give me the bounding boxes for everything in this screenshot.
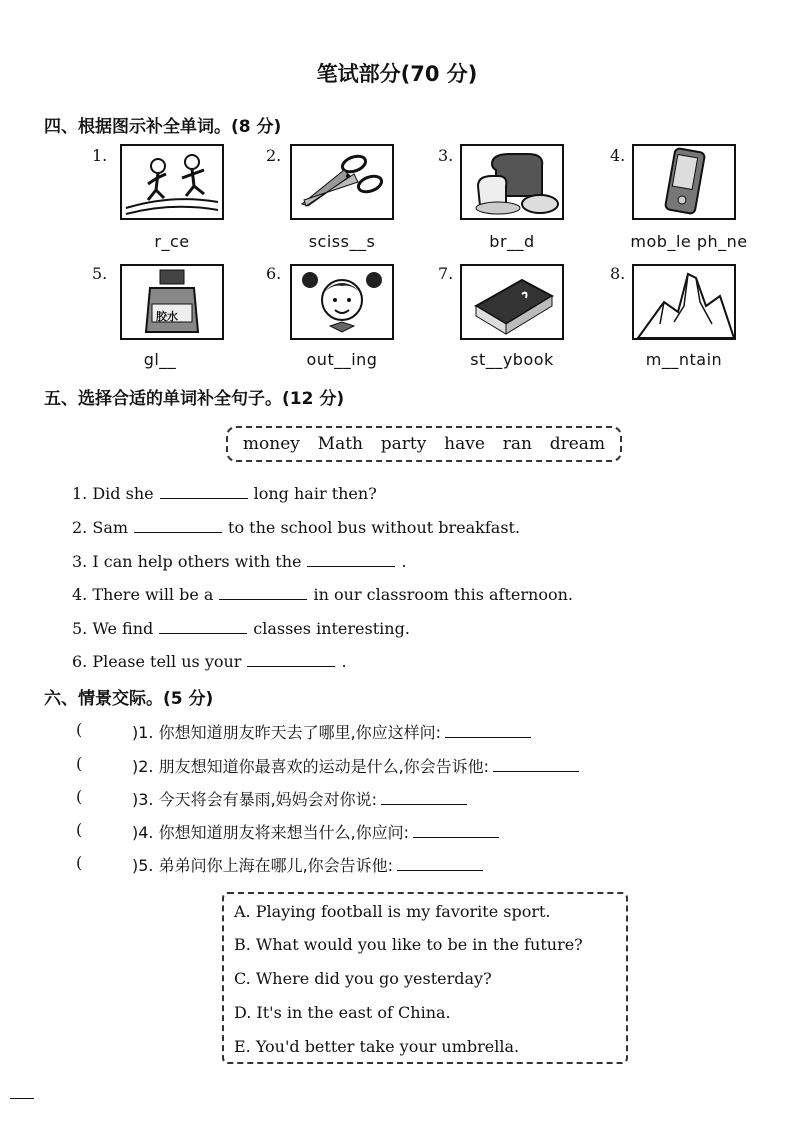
item-number: 2.: [266, 146, 282, 165]
answer-line[interactable]: [493, 757, 579, 772]
dialogue-item: [0, 853, 794, 877]
answer-paren[interactable]: (: [76, 787, 83, 806]
picture-glue: [120, 264, 224, 340]
running-kids-icon: [122, 146, 222, 218]
answer-line[interactable]: [381, 790, 467, 805]
answer-blank[interactable]: [219, 585, 307, 600]
answer-blank[interactable]: [307, 552, 395, 567]
divider: [10, 1098, 34, 1099]
picture-storybook: [460, 264, 564, 340]
word-blank: sciss__s: [308, 232, 376, 251]
option: C. Where did you go yesterday?: [234, 969, 492, 988]
word-blank: r_ce: [154, 232, 190, 251]
dialogue-text: )4. 你想知道朋友将来想当什么,你应问:: [132, 823, 410, 842]
answer-paren[interactable]: (: [76, 820, 83, 839]
girl-face-icon: [292, 266, 392, 338]
sentence: [72, 652, 347, 671]
dialogue-item: [0, 820, 794, 844]
glue-label: 胶水: [156, 310, 178, 323]
mobile-phone-icon: [634, 146, 734, 218]
dialogue-text: )1. 你想知道朋友昨天去了哪里,你应这样问:: [132, 723, 442, 742]
word-blank: mob_le ph_ne: [630, 232, 748, 251]
sentence-text: classes interesting.: [253, 619, 410, 638]
sentence-text: .: [341, 652, 347, 671]
sentence-text: 6. Please tell us your: [72, 652, 242, 671]
page-title: 笔试部分(70 分): [316, 62, 478, 86]
sentence: [72, 552, 407, 571]
dialogue-item: [0, 720, 794, 744]
answer-paren[interactable]: (: [76, 754, 83, 773]
answer-paren[interactable]: (: [76, 720, 83, 739]
item-number: 7.: [438, 264, 454, 283]
item-number: 6.: [266, 264, 282, 283]
answer-blank[interactable]: [247, 652, 335, 667]
item-number: 5.: [92, 264, 108, 283]
answer-blank[interactable]: [134, 518, 222, 533]
option: E. You'd better take your umbrella.: [234, 1037, 520, 1056]
section5-heading: 五、选择合适的单词补全句子。(12 分): [44, 389, 345, 409]
section4-heading: 四、根据图示补全单词。(8 分): [44, 117, 282, 137]
storybook-icon: [462, 266, 562, 338]
item-number: 4.: [610, 146, 626, 165]
sentence-text: in our classroom this afternoon.: [313, 585, 573, 604]
dialogue-text: )5. 弟弟问你上海在哪儿,你会告诉他:: [132, 856, 394, 875]
picture-race: [120, 144, 224, 220]
scissors-icon: [292, 146, 392, 218]
picture-bread: [460, 144, 564, 220]
word-blank: gl__: [143, 350, 177, 369]
sentence: [72, 585, 573, 604]
option: A. Playing football is my favorite sport.: [234, 902, 551, 921]
glue-bottle-icon: [122, 266, 222, 338]
word-blank: m__ntain: [645, 350, 723, 369]
picture-mountain: [632, 264, 736, 340]
dialogue-text: )3. 今天将会有暴雨,妈妈会对你说:: [132, 790, 378, 809]
dialogue-text: )2. 朋友想知道你最喜欢的运动是什么,你会告诉他:: [132, 757, 490, 776]
dialogue-item: [0, 787, 794, 811]
word-bank-item: Math: [317, 434, 363, 454]
bread-icon: [462, 146, 562, 218]
sentence: [72, 518, 520, 537]
picture-girl: [290, 264, 394, 340]
item-number: 3.: [438, 146, 454, 165]
mountain-icon: [634, 266, 734, 338]
sentence: [72, 484, 377, 503]
answer-blank[interactable]: [160, 484, 248, 499]
item-number: 1.: [92, 146, 108, 165]
word-bank-item: ran: [502, 434, 532, 454]
word-bank-item: dream: [549, 434, 606, 454]
sentence-text: .: [401, 552, 407, 571]
answer-line[interactable]: [445, 723, 531, 738]
option: B. What would you like to be in the future?: [234, 935, 583, 954]
answer-line[interactable]: [413, 823, 499, 838]
answer-paren[interactable]: (: [76, 853, 83, 872]
sentence-text: to the school bus without breakfast.: [228, 518, 521, 537]
option: D. It's in the east of China.: [234, 1003, 451, 1022]
sentence-text: 3. I can help others with the: [72, 552, 302, 571]
sentence-text: 1. Did she: [72, 484, 154, 503]
sentence-text: 2. Sam: [72, 518, 129, 537]
word-blank: br__d: [489, 232, 535, 251]
dialogue-item: [0, 754, 794, 778]
word-bank-item: party: [380, 434, 427, 454]
sentence-text: 5. We find: [72, 619, 154, 638]
answer-line[interactable]: [397, 856, 483, 871]
word-blank: st__ybook: [470, 350, 554, 369]
picture-mobile-phone: [632, 144, 736, 220]
word-bank-item: money: [242, 434, 300, 454]
section6-heading: 六、情景交际。(5 分): [44, 689, 214, 709]
word-bank-item: have: [444, 434, 485, 454]
word-blank: out__ing: [306, 350, 378, 369]
item-number: 8.: [610, 264, 626, 283]
sentence: [72, 619, 410, 638]
options-box: [222, 892, 628, 1064]
sentence-text: long hair then?: [253, 484, 377, 503]
picture-scissors: [290, 144, 394, 220]
answer-blank[interactable]: [159, 619, 247, 634]
sentence-text: 4. There will be a: [72, 585, 214, 604]
word-bank: [226, 426, 622, 462]
